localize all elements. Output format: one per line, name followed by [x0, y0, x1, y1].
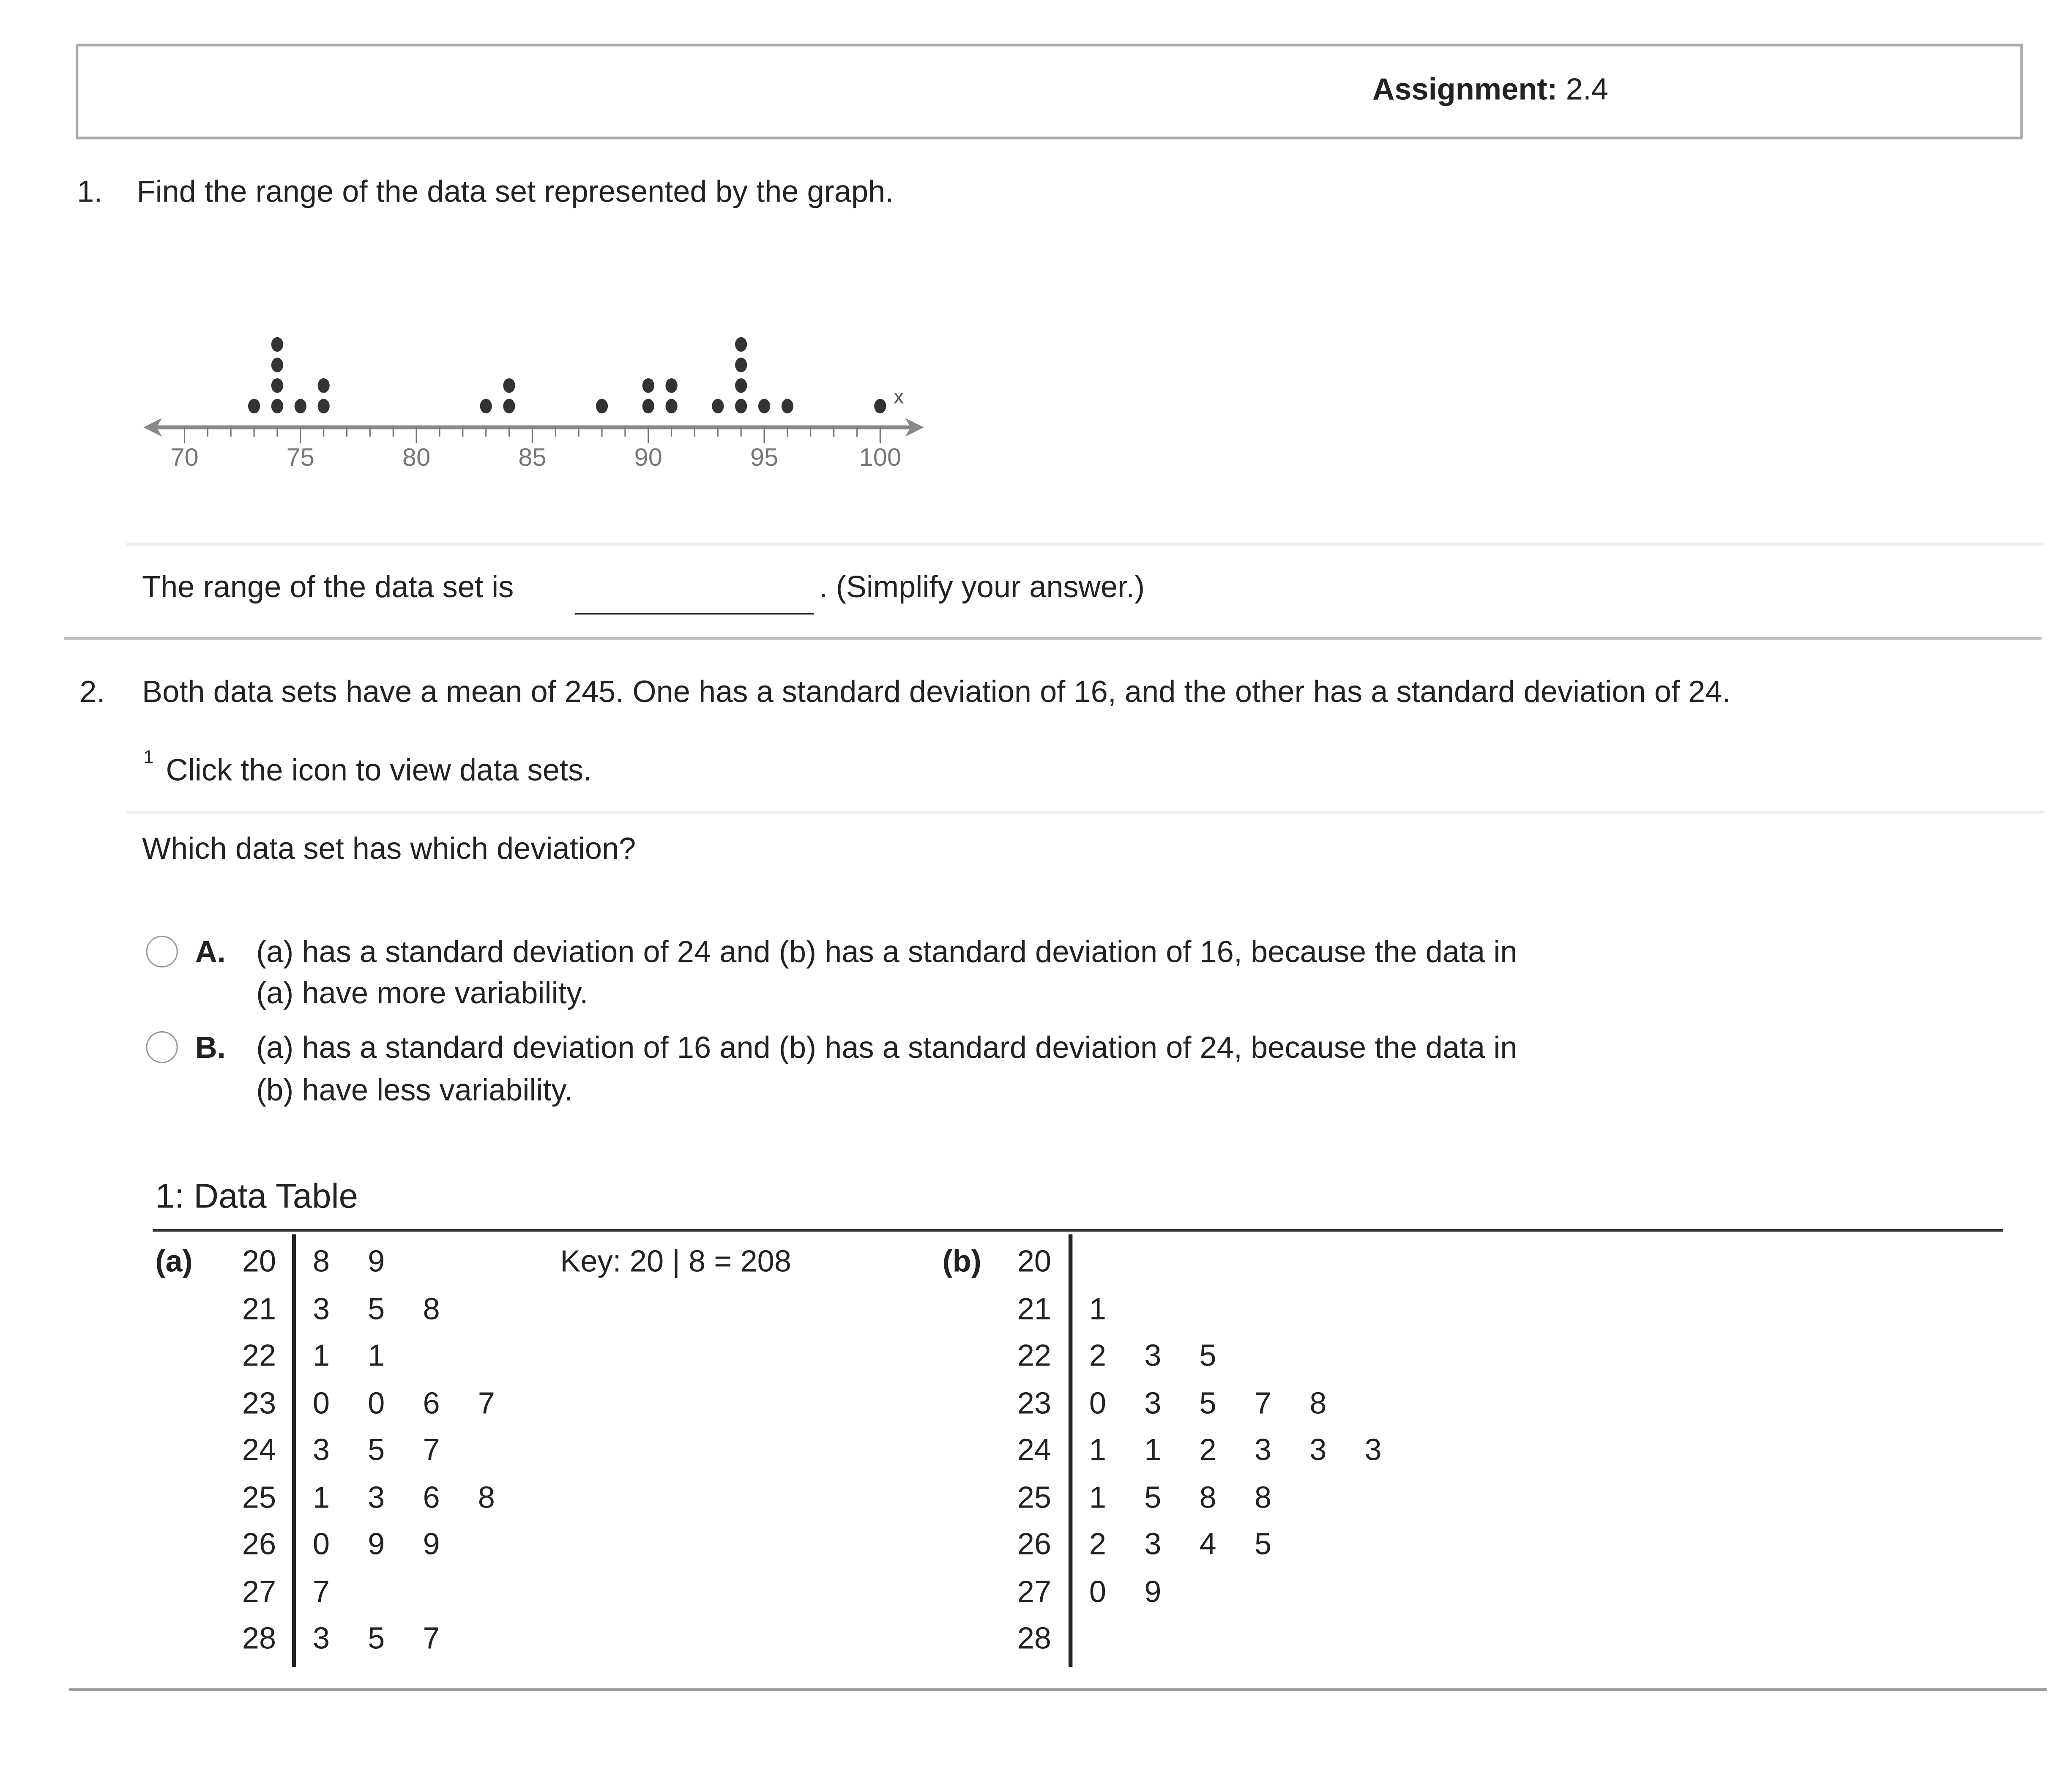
- leaf-a: 0: [312, 1526, 330, 1561]
- leaf-a: 9: [368, 1243, 385, 1278]
- leaf-b: 0: [1089, 1573, 1107, 1608]
- footnote-text: Click the icon to view data sets.: [166, 752, 592, 787]
- data-dot: [665, 378, 677, 393]
- data-dot: [295, 399, 306, 414]
- leaf-b: 8: [1199, 1479, 1216, 1514]
- data-dot: [735, 337, 747, 352]
- stem-leaf-divider-a: [292, 1234, 295, 1666]
- leaf-b: 7: [1254, 1385, 1272, 1420]
- range-answer-input[interactable]: [575, 581, 814, 615]
- leaf-b: 4: [1199, 1526, 1216, 1561]
- data-dot: [318, 399, 330, 414]
- leaf-b: 1: [1144, 1432, 1162, 1467]
- header-box: [76, 44, 2023, 139]
- divider: [64, 637, 2042, 639]
- tick-label: 75: [286, 443, 314, 472]
- stem-a: 25: [242, 1479, 276, 1514]
- stem-b: 23: [1017, 1385, 1052, 1420]
- data-dot: [271, 337, 283, 352]
- data-table-rule: [153, 1229, 2003, 1232]
- leaf-a: 3: [312, 1620, 330, 1655]
- tick-label: 70: [170, 443, 199, 472]
- stem-a: 27: [242, 1573, 276, 1608]
- leaf-a: 3: [312, 1432, 330, 1467]
- q2-number: 2.: [79, 674, 105, 709]
- leaf-a: 8: [312, 1243, 330, 1278]
- data-dot: [735, 378, 747, 393]
- leaf-a: 8: [423, 1290, 440, 1325]
- leaf-b: 8: [1309, 1385, 1327, 1420]
- leaf-b: 2: [1199, 1432, 1216, 1467]
- leaf-b: 9: [1144, 1573, 1162, 1608]
- q2-question: Which data set has which deviation?: [142, 830, 636, 866]
- option-b-letter: B.: [195, 1030, 226, 1065]
- leaf-b: 3: [1144, 1526, 1162, 1561]
- data-dot: [758, 399, 770, 414]
- stem-b: 25: [1017, 1479, 1052, 1514]
- leaf-b: 1: [1089, 1479, 1107, 1514]
- q1-answer-prefix: The range of the data set is: [142, 569, 514, 604]
- q2-prompt: Both data sets have a mean of 245. One has a standard deviation of 16, and the other has a standard deviation of 24.: [142, 674, 1731, 709]
- leaf-b: 3: [1364, 1432, 1382, 1467]
- stem-b: 24: [1017, 1432, 1052, 1467]
- data-dot: [642, 378, 654, 393]
- divider: [126, 543, 2044, 545]
- tick-label: 80: [402, 443, 431, 472]
- data-dot: [503, 399, 515, 414]
- leaf-b: 3: [1144, 1385, 1162, 1420]
- stem-b: 26: [1017, 1526, 1052, 1561]
- tick-label: 100: [859, 443, 902, 472]
- option-a-text-2: (a) have more variability.: [256, 975, 588, 1010]
- divider: [69, 1688, 2047, 1691]
- leaf-b: 2: [1089, 1338, 1107, 1373]
- divider: [126, 811, 2044, 814]
- leaf-a: 0: [312, 1385, 330, 1420]
- leaf-b: 3: [1309, 1432, 1327, 1467]
- data-dot: [318, 378, 330, 393]
- data-dot: [642, 399, 654, 414]
- data-dot: [596, 399, 608, 414]
- data-dot: [271, 378, 283, 393]
- stem-leaf-divider-b: [1069, 1234, 1072, 1666]
- tick-label: 90: [634, 443, 662, 472]
- stem-a: 24: [242, 1432, 276, 1467]
- leaf-a: 5: [368, 1290, 385, 1325]
- leaf-a: 6: [423, 1479, 440, 1514]
- stem-a: 22: [242, 1338, 276, 1373]
- leaf-a: 1: [312, 1338, 330, 1373]
- footnote-mark[interactable]: 1: [143, 746, 154, 768]
- leaf-a: 3: [312, 1290, 330, 1325]
- data-dot: [782, 399, 793, 414]
- stem-b: 27: [1017, 1573, 1052, 1608]
- leaf-a: 6: [423, 1385, 440, 1420]
- leaf-a: 8: [478, 1479, 495, 1514]
- leaf-b: 5: [1199, 1385, 1216, 1420]
- stem-a: 26: [242, 1526, 276, 1561]
- data-dot: [248, 399, 260, 414]
- option-a-letter: A.: [195, 934, 226, 969]
- assignment-value: 2.4: [1566, 71, 1609, 107]
- tick-label: 85: [518, 443, 547, 472]
- option-a-radio[interactable]: [146, 936, 178, 967]
- assignment-label: Assignment:: [1372, 71, 1558, 107]
- stem-a: 23: [242, 1385, 276, 1420]
- leaf-a: 9: [368, 1526, 385, 1561]
- data-dot: [503, 378, 515, 393]
- data-dot: [735, 399, 747, 414]
- stem-a: 28: [242, 1620, 276, 1655]
- leaf-a: 0: [368, 1385, 385, 1420]
- leaf-a: 3: [368, 1479, 385, 1514]
- key-text: Key: 20 | 8 = 208: [560, 1243, 792, 1278]
- leaf-a: 5: [368, 1620, 385, 1655]
- set-a-label: (a): [155, 1243, 193, 1278]
- assignment-id: [1372, 72, 1608, 108]
- q1-answer-suffix: . (Simplify your answer.): [819, 569, 1145, 604]
- leaf-b: 1: [1089, 1290, 1107, 1325]
- option-b-text-2: (b) have less variability.: [256, 1072, 573, 1107]
- leaf-a: 9: [423, 1526, 440, 1561]
- leaf-a: 1: [312, 1479, 330, 1514]
- stem-a: 21: [242, 1290, 276, 1325]
- leaf-b: 2: [1089, 1526, 1107, 1561]
- stem-b: 28: [1017, 1620, 1052, 1655]
- leaf-a: 1: [368, 1338, 385, 1373]
- leaf-a: 5: [368, 1432, 385, 1467]
- axis-label: x: [894, 385, 904, 408]
- tick-label: 95: [750, 443, 779, 472]
- option-a-text-1: (a) has a standard deviation of 24 and (b) has a standard deviation of 16, because the data in: [256, 934, 1517, 969]
- option-b-radio[interactable]: [146, 1031, 178, 1063]
- leaf-b: 5: [1144, 1479, 1162, 1514]
- leaf-b: 0: [1089, 1385, 1107, 1420]
- stem-b: 22: [1017, 1338, 1052, 1373]
- leaf-b: 5: [1254, 1526, 1272, 1561]
- data-dot: [712, 399, 724, 414]
- leaf-a: 7: [478, 1385, 495, 1420]
- leaf-a: 7: [423, 1432, 440, 1467]
- option-b-text-1: (a) has a standard deviation of 16 and (b) has a standard deviation of 24, because the data in: [256, 1030, 1517, 1065]
- dot-plot: [133, 319, 956, 485]
- leaf-b: 3: [1144, 1338, 1162, 1373]
- data-dot: [735, 358, 747, 372]
- data-dot: [665, 399, 677, 414]
- stem-a: 20: [242, 1243, 276, 1278]
- data-dot: [480, 399, 492, 414]
- set-b-label: (b): [942, 1243, 981, 1278]
- data-dot: [271, 399, 283, 414]
- leaf-a: 7: [312, 1573, 330, 1608]
- leaf-b: 5: [1199, 1338, 1216, 1373]
- stem-b: 20: [1017, 1243, 1052, 1278]
- q1-prompt: Find the range of the data set represented by the graph.: [137, 174, 894, 209]
- data-dot: [271, 358, 283, 372]
- data-dot: [874, 399, 886, 414]
- stem-b: 21: [1017, 1290, 1052, 1325]
- leaf-a: 7: [423, 1620, 440, 1655]
- leaf-b: 1: [1089, 1432, 1107, 1467]
- leaf-b: 8: [1254, 1479, 1272, 1514]
- leaf-b: 3: [1254, 1432, 1272, 1467]
- q1-number: 1.: [77, 174, 103, 209]
- data-table-title: 1: Data Table: [155, 1176, 358, 1216]
